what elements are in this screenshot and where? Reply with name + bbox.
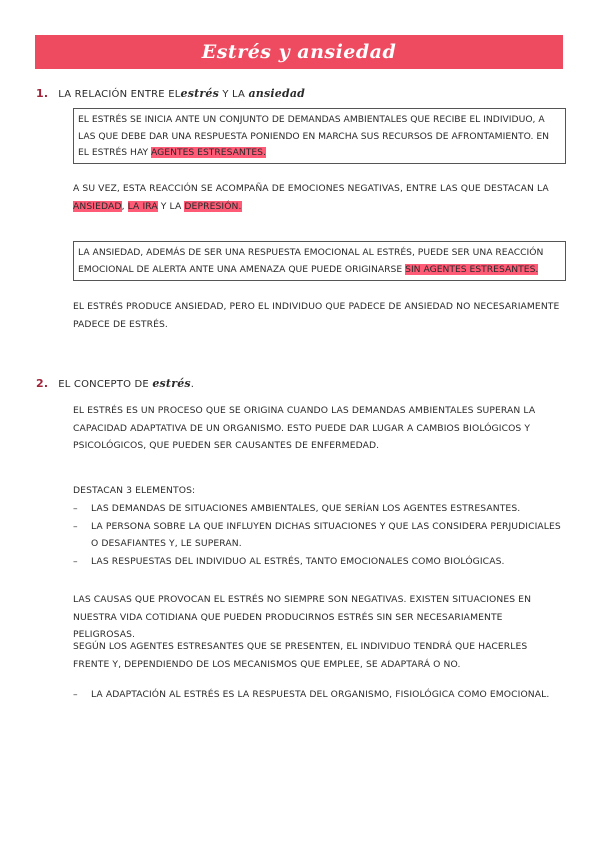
section-2-heading	[36, 377, 194, 390]
elements-list	[73, 500, 565, 570]
paragraph-stress-anxiety: EL ESTRÉS PRODUCE ANSIEDAD, PERO EL INDIVIDUO QUE PADECE DE ANSIEDAD NO NECESARIAMENTE PADECE DE ESTRÉS.	[73, 301, 560, 330]
section-2-heading-post: .	[190, 379, 195, 390]
section-2-heading-pre: EL CONCEPTO DE	[58, 379, 153, 390]
paragraph-adaptation: SEGÚN LOS AGENTES ESTRESANTES QUE SE PRESENTEN, EL INDIVIDUO TENDRÁ QUE HACERLES FRENTE Y, DEPENDIENDO DE LOS MECANISMOS QUE EMPLEE, SE ADAPTARÁ O NO.	[73, 641, 528, 670]
section-1-keyword-estres: estrés	[180, 87, 219, 100]
list-item: – LA ADAPTACIÓN AL ESTRÉS ES LA RESPUESTA DEL ORGANISMO, FISIOLÓGICA COMO EMOCIONAL.	[73, 686, 565, 704]
page-title: Estrés y ansiedad	[201, 41, 397, 63]
title-banner	[35, 35, 563, 69]
list-item: – LAS RESPUESTAS DEL INDIVIDUO AL ESTRÉS, TANTO EMOCIONALES COMO BIOLÓGICAS.	[73, 553, 565, 571]
box-1-text: EL ESTRÉS SE INICIA ANTE UN CONJUNTO DE DEMANDAS AMBIENTALES QUE RECIBE EL INDIVIDUO, A LAS QUE DEBE DAR UNA RESPUESTA PONIENDO EN MARCHA SUS RECURSOS DE AFRONTAMIENTO. EN EL ESTRÉS HAY	[78, 114, 549, 158]
paragraph-emotions	[73, 180, 565, 215]
definition-box-anxiety	[73, 241, 566, 281]
section-1-heading	[36, 87, 305, 100]
section-1-heading-pre: LA RELACIÓN ENTRE EL	[58, 89, 181, 100]
section-2-number: 2.	[36, 377, 49, 390]
section-2-keyword-estres: estrés	[152, 377, 191, 390]
para-emotions-sep: ,	[121, 200, 128, 212]
para-emotions-text: A SU VEZ, ESTA REACCIÓN SE ACOMPAÑA DE EMOCIONES NEGATIVAS, ENTRE LAS QUE DESTACAN LA	[73, 183, 549, 194]
adaptation-list	[73, 686, 565, 704]
highlight-depresion: DEPRESIÓN.	[184, 200, 242, 212]
paragraph-causes: LAS CAUSAS QUE PROVOCAN EL ESTRÉS NO SIEMPRE SON NEGATIVAS. EXISTEN SITUACIONES EN NUESTRA VIDA COTIDIANA QUE PUEDEN PRODUCIRNOS ESTRÉS SIN SER NECESARIAMENTE PELIGROSAS.	[73, 594, 532, 640]
highlight-ira: LA IRA	[127, 200, 158, 212]
box-1-highlight: AGENTES ESTRESANTES.	[151, 147, 266, 158]
highlight-ansiedad: ANSIEDAD	[73, 200, 122, 212]
section-1-heading-mid: Y LA	[218, 89, 249, 100]
box-2-text: LA ANSIEDAD, ADEMÁS DE SER UNA RESPUESTA EMOCIONAL AL ESTRÉS, PUEDE SER UNA REACCIÓN EMOCIONAL DE ALERTA ANTE UNA AMENAZA QUE PUEDE ORIGINARSE	[78, 247, 544, 275]
list-item: – LAS DEMANDAS DE SITUACIONES AMBIENTALES, QUE SERÍAN LOS AGENTES ESTRESANTES.	[73, 500, 565, 518]
section-1-keyword-ansiedad: ansiedad	[248, 87, 306, 100]
box-2-highlight: SIN AGENTES ESTRESANTES.	[405, 263, 539, 275]
elements-intro: DESTACAN 3 ELEMENTOS:	[73, 485, 196, 496]
section-1-number: 1.	[36, 87, 49, 100]
list-item: – LA PERSONA SOBRE LA QUE INFLUYEN DICHAS SITUACIONES Y QUE LAS CONSIDERA PERJUDICIALES O DESAFIANTES Y, LE SUPERAN.	[73, 518, 565, 553]
definition-box-stress	[73, 108, 566, 164]
para-emotions-mid: Y LA	[157, 200, 185, 212]
paragraph-stress-concept: EL ESTRÉS ES UN PROCESO QUE SE ORIGINA CUANDO LAS DEMANDAS AMBIENTALES SUPERAN LA CAPACIDAD ADAPTATIVA DE UN ORGANISMO. ESTO PUEDE DAR LUGAR A CAMBIOS BIOLÓGICOS Y PSICOLÓGICOS, QUE PUEDEN SER CAUSANTES DE ENFERMEDAD.	[73, 405, 536, 451]
